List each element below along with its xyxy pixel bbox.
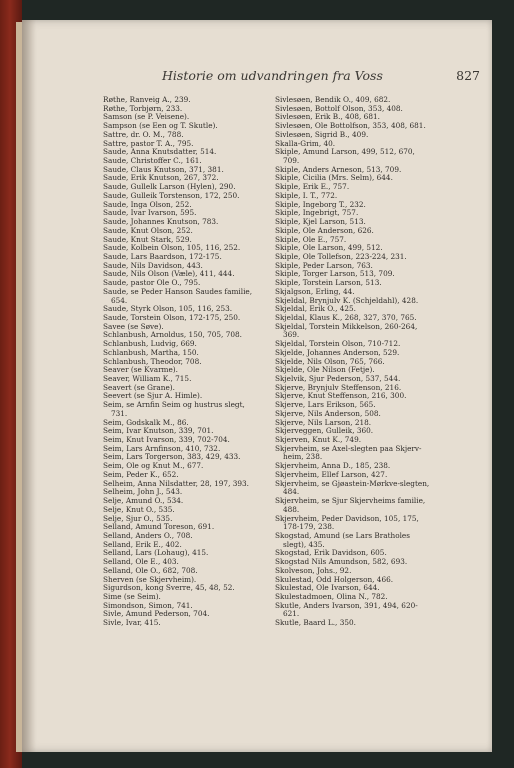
- index-entry-text: Skulestadmoen, Olina N., 782.: [275, 591, 388, 601]
- index-entry-text: Seevert (se Sjur A. Himle).: [103, 391, 203, 401]
- index-entry-text: Skjelvik, Sjur Pederson, 537, 544.: [275, 374, 401, 383]
- index-entry-text: Saude, Kolbein Olson, 105, 116, 252.: [103, 243, 241, 253]
- index-entry-continuation: 709.: [283, 156, 300, 166]
- index-entry-text: Saude, Christoffer C., 161.: [103, 156, 202, 166]
- index-entry-text: Skogstad Nils Amundson, 582, 693.: [275, 557, 408, 567]
- index-entry-text: Saude, Johannes Knutson, 783.: [103, 217, 219, 227]
- index-entry-text: Saude, Gullelk Larson (Hylen), 290.: [103, 182, 236, 192]
- index-entry-text: Schlanbush, Martha, 150.: [103, 347, 199, 357]
- index-entry-text: Skjeldal, Brynjulv K. (Schjeldahl), 428.: [275, 295, 419, 305]
- index-entry-text: Skutle, Baard L., 350.: [275, 618, 356, 628]
- index-entry: [275, 515, 475, 532]
- page-number: 827: [456, 68, 480, 83]
- index-entry-text: Selland, Erik E., 402.: [103, 539, 182, 549]
- index-entry-text: Skjerve, Nils Larson, 218.: [275, 417, 372, 427]
- index-entry-text: Seavert (se Grane).: [103, 382, 175, 392]
- index-entry-text: Sivlesøen, Bendik O., 409, 682.: [275, 95, 391, 104]
- index-entry-text: Røthe, Ranveig A., 239.: [103, 95, 191, 104]
- book-page: [22, 20, 492, 752]
- index-entry-text: Skjerve, Nils Anderson, 508.: [275, 408, 381, 418]
- index-entry-text: Skjervheim, Anna D., 185, 238.: [275, 461, 391, 471]
- index-entry-text: Skjeldal, Klaus K., 268, 327, 370, 765.: [275, 312, 417, 322]
- index-entry-text: Skjervheim, se Axel-slegten paa Skjerv-: [275, 443, 422, 453]
- index-entry-text: Skjervheim, Ellef Larson, 427.: [275, 469, 388, 479]
- index-entry-text: Seaver, William K., 715.: [103, 374, 192, 383]
- index-entry-continuation: 731.: [111, 408, 128, 418]
- index-entry-text: Seim, Godskalk M., 86.: [103, 417, 189, 427]
- index-entry-text: Skjeldal, Torstein Mikkelson, 260-264,: [275, 321, 418, 331]
- index-entry-text: Saude, se Peder Hanson Saudes familie,: [103, 286, 253, 296]
- index-entry-text: Seim, Lars Torgerson, 383, 429, 433.: [103, 452, 241, 462]
- index-entry-text: Skjervheim, se Sjur Skjervheims familie,: [275, 496, 426, 506]
- index-entry-text: Selje, Sjur O., 535.: [103, 513, 173, 523]
- index-entry: [275, 602, 475, 619]
- index-entry-text: Selheim, John J., 543.: [103, 487, 183, 497]
- index-entry-text: Røthe, Torbjørn, 233.: [103, 103, 183, 113]
- index-entry-text: Skjerveggen, Gulleik, 360.: [275, 426, 374, 436]
- index-entry-text: Sime (se Seim).: [103, 591, 161, 601]
- index-entry-text: Saude, Torstein Olson, 172-175, 250.: [103, 312, 241, 322]
- index-entry-text: Selheim, Anna Nilsdatter, 28, 197, 393.: [103, 478, 249, 488]
- index-entry-text: Skjelde, Nils Olson, 765, 766.: [275, 356, 385, 366]
- index-entry-continuation: 369.: [283, 330, 300, 340]
- index-entry-text: Sivlesøen, Sigrid B., 409.: [275, 129, 369, 139]
- index-entry-text: Skjerven, Knut K., 749.: [275, 435, 362, 445]
- index-entry-text: Skjervheim, Peder Davidson, 105, 175,: [275, 513, 419, 523]
- index-entry-text: Sampson (se Een og T. Skutle).: [103, 121, 218, 131]
- index-entry-text: Sattre, pastor T. A., 795.: [103, 138, 194, 148]
- index-entry-text: Saude, Knut Olson, 252.: [103, 225, 193, 235]
- index-entry-text: Skiple, Cicilia (Mrs. Selm), 644.: [275, 173, 393, 183]
- index-entry-text: Skjerve, Lars Erikson, 565.: [275, 400, 376, 410]
- index-entry-text: Saude, Erik Knutson, 267, 372.: [103, 173, 219, 183]
- index-entry-text: Skogstad, Amund (se Lars Bratholes: [275, 530, 410, 540]
- index-entry-text: Saude, Nils Davidson, 443.: [103, 260, 203, 270]
- index-column-left: [103, 96, 278, 628]
- index-entry: [275, 323, 475, 340]
- index-entry: [103, 288, 278, 305]
- index-entry: [275, 532, 475, 549]
- index-entry-text: Skiple, Ole Tollefson, 223-224, 231.: [275, 251, 407, 261]
- index-entry-text: Skogstad, Erik Davidson, 605.: [275, 548, 387, 558]
- index-entry-continuation: 621.: [283, 609, 300, 619]
- index-entry-text: Schlanbush, Ludvig, 669.: [103, 339, 197, 349]
- index-entry-text: Seim, Lars Arnfinson, 410, 732.: [103, 443, 221, 453]
- index-entry-text: Sigurdson, kong Sverre, 45, 48, 52.: [103, 583, 235, 593]
- index-entry-text: Skjeldal, Erik O., 425.: [275, 304, 356, 314]
- index-entry-text: Sivle, Amund Pederson, 704.: [103, 609, 210, 619]
- index-entry-text: Samson (se P. Veisene).: [103, 112, 190, 122]
- index-entry-text: Skjalgson, Erling, 44.: [275, 286, 355, 296]
- index-entry-text: Skjelde, Johannes Anderson, 529.: [275, 347, 400, 357]
- index-column-right: [275, 96, 475, 628]
- index-entry-continuation: 654.: [111, 295, 128, 305]
- index-entry-text: Saude, Claus Knutson, 371, 381.: [103, 164, 224, 174]
- index-entry-text: Seim, Ivar Knutson, 339, 701.: [103, 426, 214, 436]
- index-entry-text: Saude, Lars Baardson, 172-175.: [103, 251, 222, 261]
- running-title: Historie om udvandringen fra Voss: [162, 68, 383, 83]
- index-entry-text: Skulestad, Odd Holgerson, 466.: [275, 574, 394, 584]
- index-entry-text: Saude, pastor Ole O., 795.: [103, 278, 201, 288]
- index-entry-text: Skjerve, Brynjulv Steffenson, 216.: [275, 382, 402, 392]
- index-entry-text: Selland, Lars (Lohaug), 415.: [103, 548, 209, 558]
- index-entry-text: Skiple, Torstein Larson, 513.: [275, 278, 382, 288]
- index-entry-text: Saude, Anna Knutsdatter, 514.: [103, 147, 217, 157]
- index-entry-text: Skiple, Ole Larson, 499, 512.: [275, 243, 383, 253]
- index-entry-text: Seim, Ole og Knut M., 677.: [103, 461, 204, 471]
- index-entry-text: Sivlesøen, Ole Bottolfson, 353, 408, 681.: [275, 121, 426, 131]
- index-entry-text: Skiple, Erik E., 757.: [275, 182, 350, 192]
- index-entry-text: Skiple, Anders Arneson, 513, 709.: [275, 164, 402, 174]
- index-entry-text: Seim, Knut Ivarson, 339, 702-704.: [103, 435, 230, 445]
- index-entry: [275, 497, 475, 514]
- index-entry: [275, 619, 475, 628]
- index-entry-text: Selland, Ole O., 682, 708.: [103, 565, 198, 575]
- index-entry-text: Skutle, Anders Ivarson, 391, 494, 620-: [275, 600, 418, 610]
- index-entry-text: Selje, Amund O., 534.: [103, 496, 184, 506]
- index-entry-text: Skiple, Ingeborg T., 232.: [275, 199, 366, 209]
- index-entry-text: Skiple, Torger Larson, 513, 709.: [275, 269, 395, 279]
- running-header: [162, 68, 480, 86]
- index-entry-text: Schlanbush, Arnoldus, 150, 705, 708.: [103, 330, 242, 340]
- index-entry-continuation: 488.: [283, 504, 300, 514]
- index-entry-text: Seaver (se Kvarme).: [103, 365, 178, 375]
- index-entry-text: Selland, Amund Toreson, 691.: [103, 522, 215, 532]
- index-entry-text: Skiple, Ingebrigt, 757.: [275, 208, 359, 218]
- index-entry-text: Schlanbush, Theodor, 708.: [103, 356, 202, 366]
- index-entry: [103, 401, 278, 418]
- index-entry: [275, 445, 475, 462]
- index-entry-text: Skolveson, Johs., 92.: [275, 565, 352, 575]
- index-entry-text: Savee (se Søve).: [103, 321, 164, 331]
- index-entry-text: Skiple, Peder Larson, 763.: [275, 260, 373, 270]
- index-entry-text: Sherven (se Skjervheim).: [103, 574, 197, 584]
- index-entry-text: Saude, Styrk Olson, 105, 116, 253.: [103, 304, 233, 314]
- index-entry-text: Skiple, Amund Larson, 499, 512, 670,: [275, 147, 415, 157]
- index-entry-text: Skiple, Ole E., 757.: [275, 234, 347, 244]
- page-gutter-shadow: [22, 20, 36, 752]
- index-entry-text: Skjervheim, se Gjøastein-Mørkve-slegten,: [275, 478, 430, 488]
- index-entry-text: Skjeldal, Torstein Olson, 710-712.: [275, 339, 401, 349]
- index-entry-text: Skalla-Grim, 40.: [275, 138, 336, 148]
- index-entry-text: Selland, Anders O., 708.: [103, 530, 193, 540]
- index-entry-text: Sivlesøen, Bottolf Olson, 353, 408.: [275, 103, 403, 113]
- index-entry-text: Skiple, Ole Anderson, 626.: [275, 225, 374, 235]
- index-entry-text: Saude, Knut Stark, 529.: [103, 234, 192, 244]
- index-entry-text: Sattre, dr. O. M., 788.: [103, 129, 184, 139]
- index-entry-text: Saude, Ivar Ivarson, 595.: [103, 208, 197, 218]
- index-entry-text: Seim, Peder K., 652.: [103, 469, 179, 479]
- index-entry-continuation: 178-179, 238.: [283, 522, 335, 532]
- index-entry-continuation: 484.: [283, 487, 300, 497]
- index-entry-text: Saude, Inga Olson, 252.: [103, 199, 192, 209]
- index-entry-text: Skiple, Kjel Larson, 513.: [275, 217, 366, 227]
- index-entry-text: Skiple, I. T., 772.: [275, 190, 338, 200]
- index-entry-continuation: slegt), 435.: [283, 539, 325, 549]
- index-entry: [275, 148, 475, 165]
- index-entry-text: Saude, Gulleik Torstenson, 172, 250.: [103, 190, 240, 200]
- index-entry-text: Skulestad, Ole Ivarson, 644.: [275, 583, 380, 593]
- index-entry: [103, 619, 278, 628]
- index-entry: [275, 480, 475, 497]
- index-entry-continuation: heim, 238.: [283, 452, 323, 462]
- index-entry-text: Seim, se Arnfin Seim og hustrus slegt,: [103, 400, 245, 410]
- index-entry-text: Selje, Knut O., 535.: [103, 504, 175, 514]
- index-entry-text: Sivle, Ivar, 415.: [103, 618, 161, 628]
- index-entry-text: Selland, Ole E., 403.: [103, 557, 179, 567]
- index-entry-text: Simondson, Simon, 741.: [103, 600, 193, 610]
- index-entry-text: Skjelde, Ole Nilson (Fetje).: [275, 365, 375, 375]
- index-entry-text: Sivlesøen, Erik B., 408, 681.: [275, 112, 380, 122]
- index-entry-text: Skjerve, Knut Steffenson, 216, 300.: [275, 391, 407, 401]
- index-entry-text: Saude, Nils Olson (Væle), 411, 444.: [103, 269, 235, 279]
